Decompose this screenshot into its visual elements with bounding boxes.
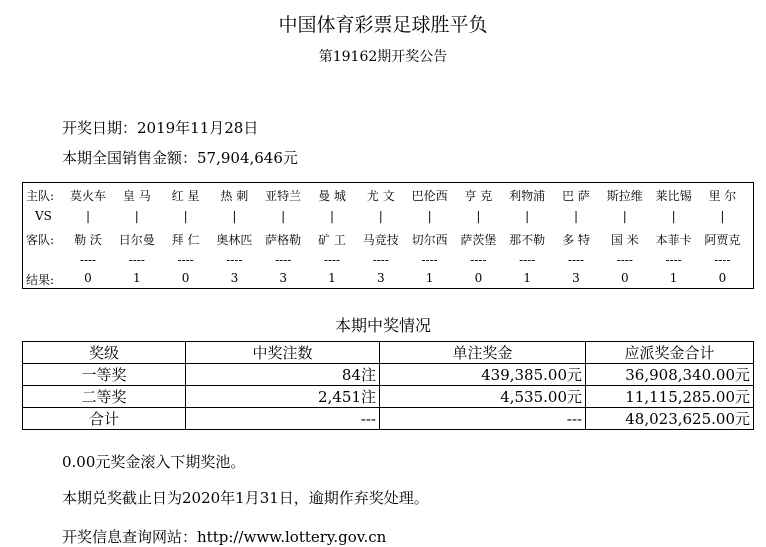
vs-separator: | [183, 209, 188, 223]
home-team: 巴伦西 [411, 189, 448, 203]
match-column [406, 183, 454, 288]
away-team: 阿贾克 [704, 233, 741, 247]
draw-date: 开奖日期：2019年11月28日 [62, 119, 259, 137]
match-column [308, 183, 356, 288]
vs-separator: | [525, 209, 530, 223]
website-note: 开奖信息查询网站：http://www.lottery.gov.cn [62, 528, 387, 546]
match-result: 3 [279, 271, 287, 285]
match-results-table [22, 182, 754, 289]
away-team: 矿 工 [318, 233, 346, 247]
prize-row-second [23, 386, 754, 408]
away-team: 本菲卡 [655, 233, 692, 247]
home-team: 亨 克 [464, 189, 493, 203]
away-team: 奥林匹 [216, 233, 253, 247]
header-total: 应派奖金合计 [586, 342, 754, 364]
home-team: 皇 马 [122, 189, 151, 203]
total-prize-cell: 36,908,340.00元 [586, 364, 754, 386]
away-label: 客队: [26, 233, 55, 247]
dash-separator: ---- [665, 253, 682, 267]
dash-separator: ---- [567, 253, 585, 267]
issue-subtitle: 第19162期开奖公告 [318, 49, 448, 65]
match-column [552, 183, 600, 288]
away-team: 拜 仁 [171, 233, 200, 247]
home-team: 里 尔 [708, 189, 737, 203]
vs-separator: | [232, 209, 237, 223]
header-level: 奖级 [23, 342, 186, 364]
prize-row-first [23, 364, 754, 386]
home-label: 主队: [26, 189, 55, 203]
prize-section-title: 本期中奖情况 [334, 316, 431, 335]
match-result: 3 [230, 271, 239, 285]
dash-separator: ---- [519, 253, 536, 267]
match-result: 0 [620, 271, 629, 285]
total-prize-cell: 11,115,285.00元 [586, 386, 754, 408]
level-cell: 一等奖 [23, 364, 186, 386]
rollover-note: 0.00元奖金滚入下期奖池。 [62, 453, 246, 471]
dash-separator: ---- [470, 253, 487, 267]
unit-prize-cell: 4,535.00元 [380, 386, 586, 408]
home-team: 尤 文 [366, 189, 395, 203]
match-result: 3 [376, 271, 385, 285]
vs-separator: | [85, 209, 91, 223]
vs-label: VS [35, 209, 52, 223]
match-column [503, 183, 551, 288]
match-column [650, 183, 698, 288]
home-team: 曼 城 [318, 189, 346, 203]
match-result: 0 [474, 271, 483, 285]
vs-separator: | [671, 209, 676, 223]
away-team: 马竞技 [362, 233, 399, 247]
dash-separator: ---- [128, 253, 145, 267]
match-result: 0 [181, 271, 190, 285]
match-result: 1 [425, 271, 434, 285]
result-label: 结果: [26, 273, 55, 287]
prize-header-row [23, 342, 754, 364]
dash-separator: ---- [275, 253, 292, 267]
away-team: 勒 沃 [74, 233, 102, 247]
dash-separator: ---- [616, 253, 633, 267]
unit-prize-cell: 439,385.00元 [380, 364, 586, 386]
header-count: 中奖注数 [186, 342, 380, 364]
match-column [698, 183, 746, 288]
vs-separator: | [476, 209, 481, 223]
vs-separator: | [622, 209, 627, 223]
page-title: 中国体育彩票足球胜平负 [278, 14, 488, 36]
dash-separator: ---- [421, 253, 438, 267]
match-result: 3 [572, 271, 580, 285]
level-cell: 二等奖 [23, 386, 186, 408]
sales-amount: 本期全国销售金额：57,904,646元 [62, 149, 298, 167]
vs-separator: | [427, 209, 432, 223]
match-column [210, 183, 258, 288]
home-team: 利物浦 [509, 189, 546, 203]
away-team: 国 米 [610, 233, 639, 247]
away-team: 多 特 [562, 233, 590, 247]
home-team: 莱比锡 [655, 189, 692, 203]
level-cell: 合计 [23, 408, 186, 430]
vs-separator: | [329, 209, 335, 223]
claim-deadline-note: 本期兑奖截止日为2020年1月31日，逾期作弃奖处理。 [62, 489, 429, 507]
match-column [64, 183, 112, 288]
count-cell: 84注 [186, 364, 380, 386]
match-result: 1 [328, 271, 336, 285]
home-team: 莫火车 [69, 189, 106, 203]
away-team: 那不勒 [509, 233, 546, 247]
home-team: 巴 萨 [562, 189, 590, 203]
vs-separator: | [720, 209, 725, 223]
match-result: 1 [132, 271, 141, 285]
away-team: 切尔西 [411, 233, 448, 247]
match-column [259, 183, 307, 288]
match-result: 0 [84, 271, 92, 285]
unit-prize-cell: --- [380, 408, 586, 430]
match-result: 0 [718, 271, 727, 285]
count-cell: --- [186, 408, 380, 430]
vs-separator: | [573, 209, 579, 223]
vs-separator: | [378, 209, 383, 223]
match-row-labels [23, 183, 63, 288]
match-column [162, 183, 210, 288]
vs-separator: | [134, 209, 139, 223]
match-column [357, 183, 405, 288]
home-team: 斯拉维 [606, 189, 643, 203]
dash-separator: ---- [372, 253, 389, 267]
match-column [601, 183, 649, 288]
dash-separator: ---- [177, 253, 194, 267]
match-result: 1 [669, 271, 678, 285]
away-team: 萨茨堡 [460, 233, 497, 247]
dash-separator: ---- [79, 253, 97, 267]
header-unit: 单注奖金 [380, 342, 586, 364]
home-team: 热 刺 [220, 189, 249, 203]
total-prize-cell: 48,023,625.00元 [586, 408, 754, 430]
vs-separator: | [281, 209, 286, 223]
dash-separator: ---- [714, 253, 731, 267]
away-team: 日尔曼 [118, 233, 155, 247]
match-column [454, 183, 502, 288]
dash-separator: ---- [323, 253, 341, 267]
match-column [113, 183, 161, 288]
count-cell: 2,451注 [186, 386, 380, 408]
prize-row-total [23, 408, 754, 430]
dash-separator: ---- [226, 253, 243, 267]
away-team: 萨格勒 [265, 233, 302, 247]
prize-table [22, 341, 754, 430]
home-team: 亚特兰 [265, 189, 302, 203]
match-result: 1 [523, 271, 531, 285]
home-team: 红 星 [171, 189, 200, 203]
